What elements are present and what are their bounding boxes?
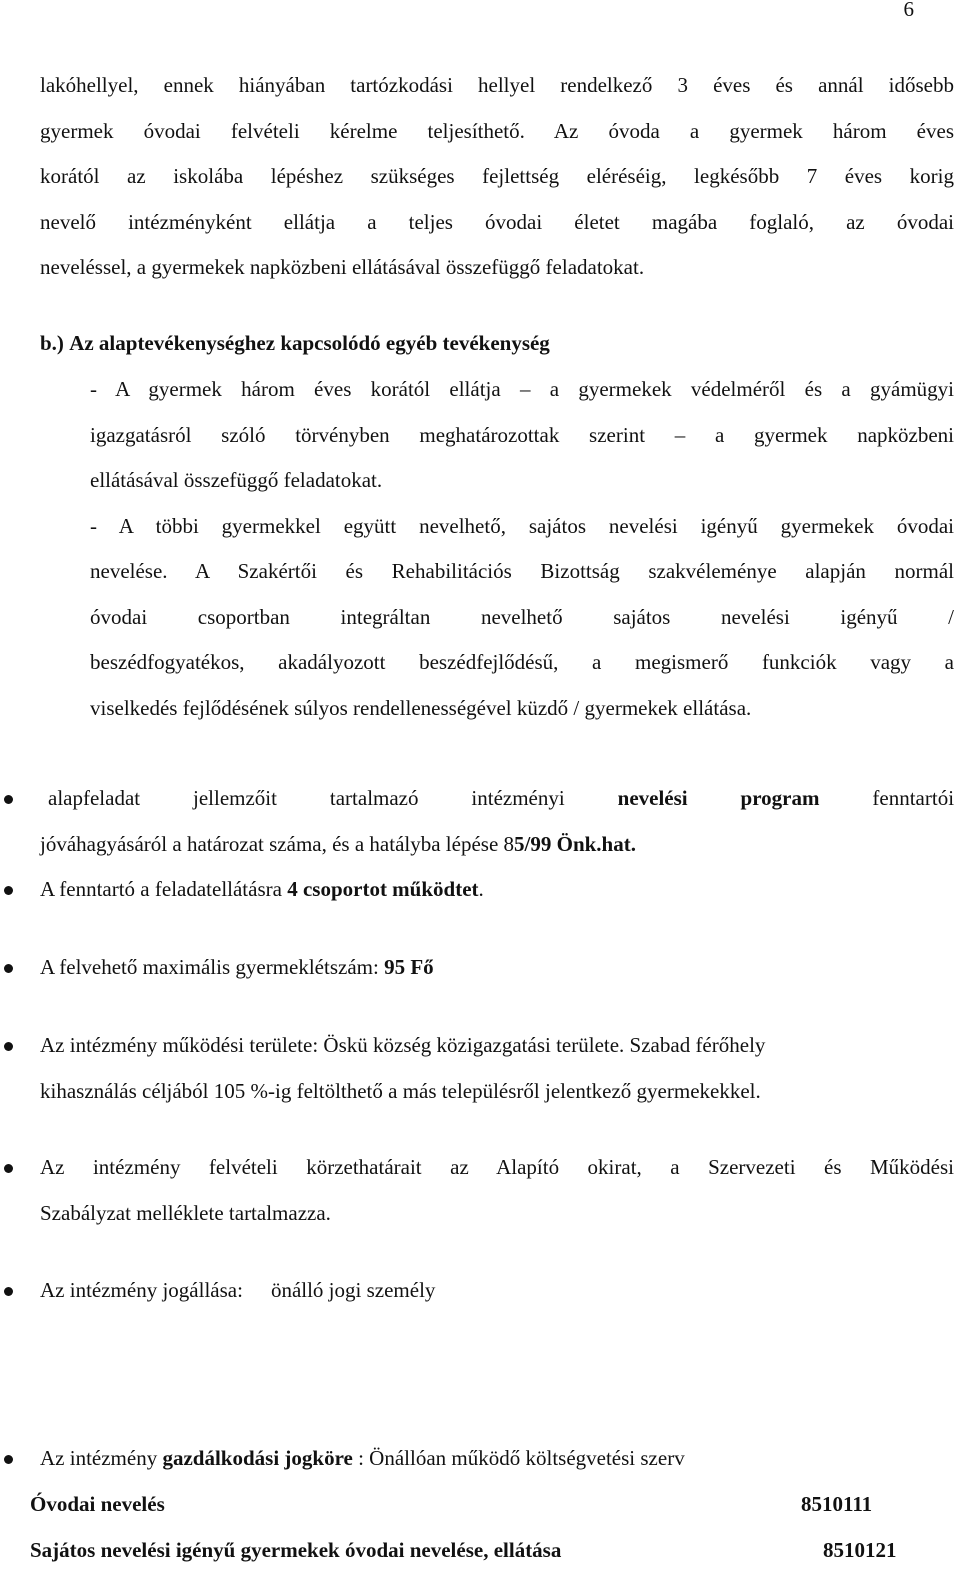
capacity-text: A felvehető maximális gyermeklétszám: bbox=[40, 955, 379, 979]
capacity-value: 95 Fő bbox=[384, 955, 434, 979]
text-line: korától az iskolába lépéshez szükséges fejlettség eléréséig, legkésőbb 7 éves korig bbox=[40, 164, 954, 188]
activity-code: 8510111 bbox=[801, 1492, 873, 1516]
program-text-1: alapfeladat jellemzőit tartalmazó intézményi bbox=[48, 786, 565, 810]
section-title: Az alaptevékenységhez kapcsolódó egyéb tevékenység bbox=[69, 331, 550, 355]
finance-text: Az intézmény bbox=[40, 1446, 158, 1470]
resolution-number: 5/99 Önk.hat. bbox=[514, 831, 636, 856]
bullet-groups bbox=[40, 867, 954, 913]
groups-text: A fenntartó a feladatellátásra bbox=[40, 877, 282, 901]
text-line bbox=[40, 822, 954, 868]
program-text-2: fenntartói bbox=[872, 786, 955, 810]
text-line: Az intézmény működési területe: Öskü község közigazgatási területe. Szabad férőhely bbox=[40, 1033, 766, 1057]
legal-status-value: önálló jogi személy bbox=[270, 1278, 436, 1302]
bullet-icon bbox=[4, 886, 13, 895]
legal-status-label: Az intézmény jogállása: bbox=[40, 1278, 243, 1302]
bullet-icon bbox=[4, 1164, 13, 1173]
finance-text-2: : Önállóan működő költségvetési szerv bbox=[352, 1446, 685, 1470]
bullet-icon bbox=[4, 964, 13, 973]
bullet-boundaries bbox=[40, 1145, 954, 1236]
text-line: viselkedés fejlődésének súlyos rendellenességével küzdő / gyermekek ellátása. bbox=[90, 695, 752, 720]
intro-paragraph bbox=[40, 63, 954, 291]
bullet-icon bbox=[4, 795, 13, 804]
activity-name: Sajátos nevelési igényű gyermekek óvodai nevelése, ellátása bbox=[30, 1538, 562, 1562]
groups-period: . bbox=[478, 877, 484, 901]
text-line: nevelő intézményként ellátja a teljes óvodai életet magába foglaló, az óvodai bbox=[40, 209, 954, 234]
activity-code: 8510121 bbox=[823, 1538, 897, 1562]
program-text-3: jóváhagyásáról a határozat száma, és a hatályba lépése 8 bbox=[40, 831, 515, 856]
text-line: ellátásával összefüggő feladatokat. bbox=[90, 468, 383, 492]
bullet-area bbox=[40, 1023, 954, 1114]
page-number: 6 bbox=[903, 0, 914, 21]
text-line bbox=[40, 776, 954, 822]
bullet-finance bbox=[40, 1436, 954, 1482]
activity-name: Óvodai nevelés bbox=[30, 1492, 165, 1516]
text-line: Az intézmény felvételi körzethatárait az Alapító okirat, a Szervezeti és Működési bbox=[40, 1155, 954, 1179]
section-b-heading bbox=[40, 321, 940, 367]
text-line: - A gyermek három éves korától ellátja – a gyermekek védelméről és a gyámügyi bbox=[90, 377, 954, 401]
text-line: Szabályzat melléklete tartalmazza. bbox=[40, 1200, 331, 1225]
text-line: lakóhellyel, ennek hiányában tartózkodási hellyel rendelkező 3 éves és annál idősebb bbox=[40, 73, 954, 97]
text-line: beszédfogyatékos, akadályozott beszédfejlődésű, a megismerő funkciók vagy a bbox=[90, 650, 954, 674]
text-line: neveléssel, a gyermekek napközbeni ellátásával összefüggő feladatokat. bbox=[40, 255, 645, 279]
text-line: gyermek óvodai felvételi kérelme teljesíthető. Az óvoda a gyermek három éves bbox=[40, 118, 954, 143]
program-bold: nevelési program bbox=[617, 786, 820, 810]
text-line: óvodai csoportban integráltan nevelhető sajátos nevelési igényű / bbox=[90, 604, 954, 629]
section-prefix: b.) bbox=[40, 331, 64, 355]
bullet-icon bbox=[4, 1287, 13, 1296]
finance-bold: gazdálkodási jogköre bbox=[162, 1446, 353, 1470]
bullet-capacity bbox=[40, 945, 954, 991]
text-line: nevelése. A Szakértői és Rehabilitációs Bizottság szakvéleménye alapján normál bbox=[90, 559, 954, 583]
section-b-body bbox=[90, 367, 954, 731]
text-line: - A többi gyermekkel együtt nevelhető, sajátos nevelési igényű gyermekek óvodai bbox=[90, 513, 954, 538]
bullet-legal-status bbox=[40, 1268, 954, 1314]
bullet-icon bbox=[4, 1455, 13, 1464]
bullet-icon bbox=[4, 1042, 13, 1051]
bullet-program bbox=[40, 776, 954, 867]
text-line: igazgatásról szóló törvényben meghatározottak szerint – a gyermek napközbeni bbox=[90, 422, 954, 447]
groups-bold: 4 csoportot működtet bbox=[287, 877, 479, 901]
text-line: kihasználás céljából 105 %-ig feltölthető a más településről jelentkező gyermekekkel. bbox=[40, 1078, 761, 1103]
